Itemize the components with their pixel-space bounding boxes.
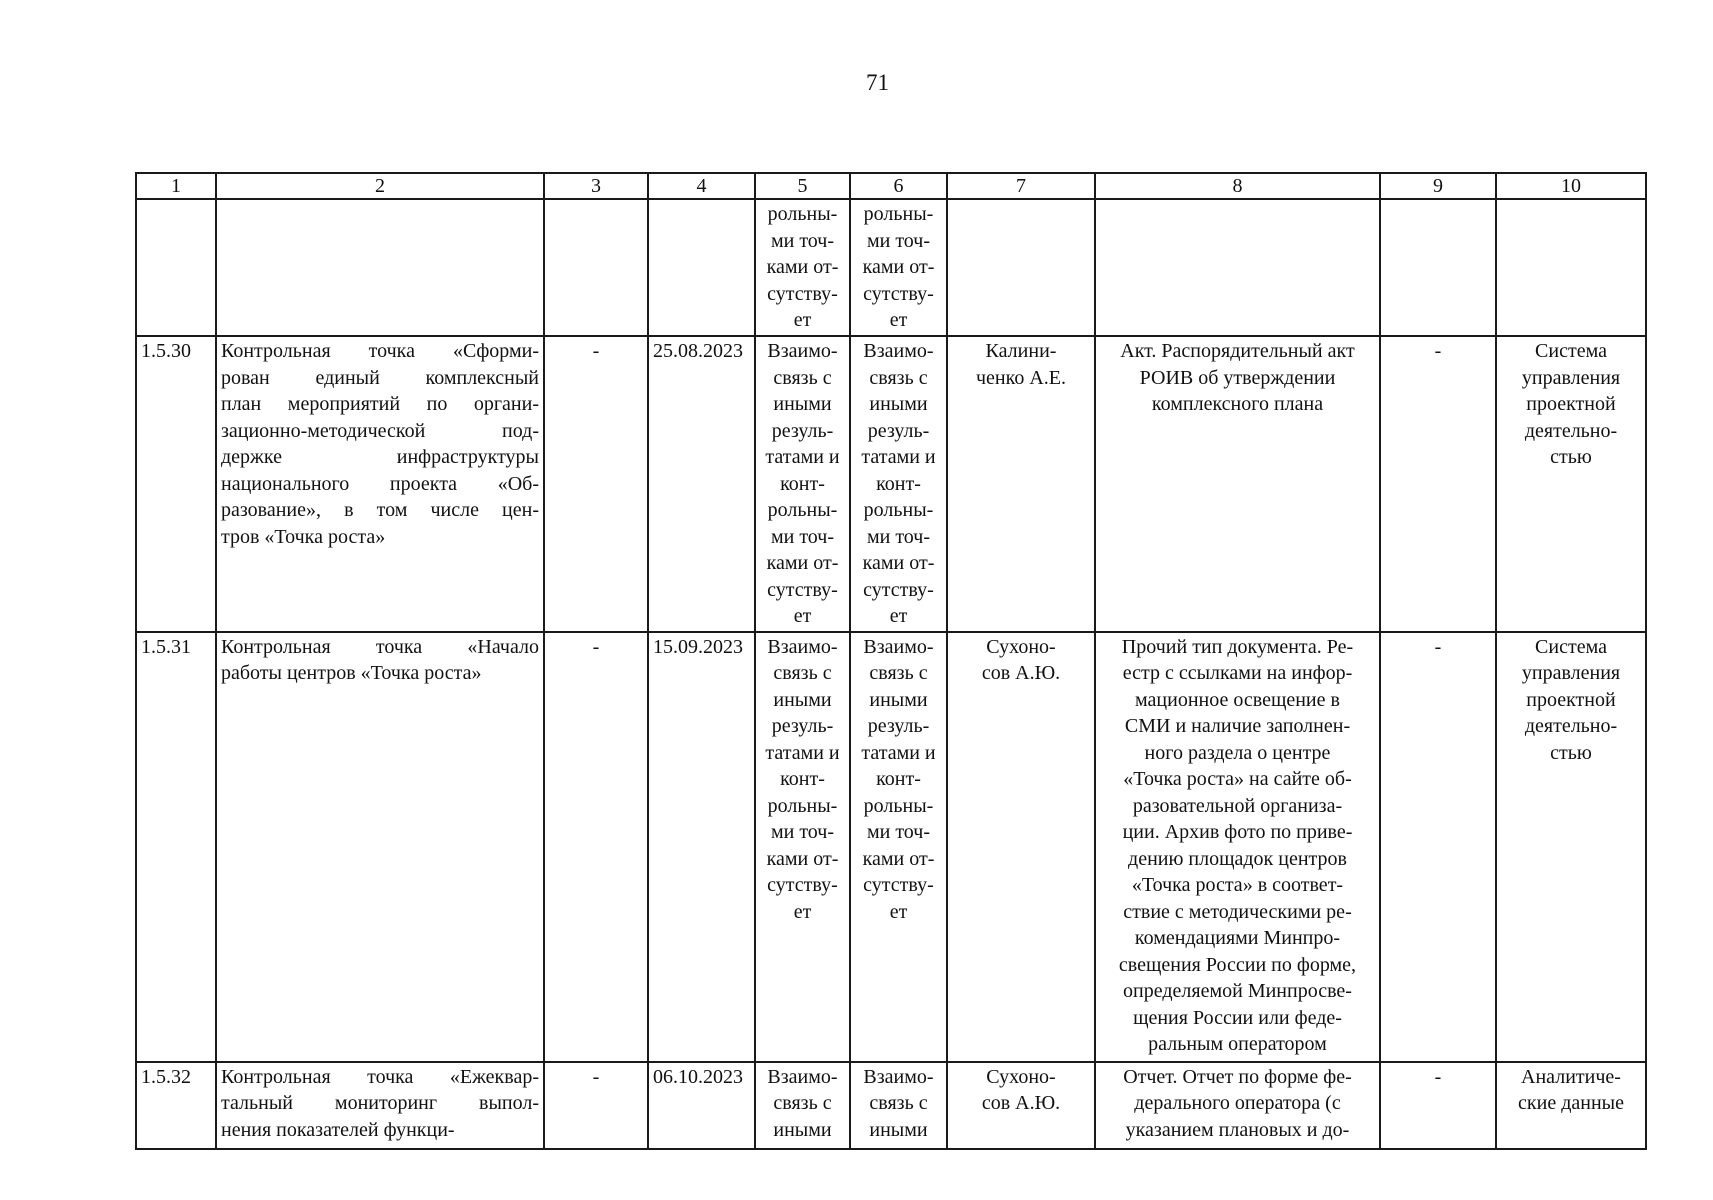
table-row	[136, 199, 1646, 336]
deadline-date	[648, 199, 755, 336]
relation-cell-line: иными	[773, 688, 832, 711]
relation-cell-line: татами и	[765, 446, 840, 468]
header-cell: 1	[136, 173, 216, 199]
task-name-line: рован единый комплексный	[221, 366, 539, 389]
responsible-person-line: сов А.Ю.	[981, 1092, 1061, 1114]
info-system	[1496, 632, 1646, 1062]
relation-cell	[755, 199, 850, 336]
relation-cell-line: Взаимо-	[767, 635, 838, 658]
relation-cell-line: ками от-	[862, 847, 935, 870]
responsible-person	[947, 199, 1095, 336]
task-name-line: зационно-методической под-	[221, 419, 539, 442]
info-system	[1496, 1062, 1646, 1149]
relation-cell-line: ми точ-	[770, 821, 835, 843]
plan-table	[135, 172, 1647, 1150]
relation-cell-line: связь с	[773, 1092, 832, 1114]
relation-cell-line: ками от-	[766, 552, 839, 574]
relation-cell-line: ет	[889, 900, 908, 923]
task-name-line: работы центров «Точка роста»	[221, 662, 482, 684]
relation-cell-line: иными	[869, 393, 928, 415]
document-type-line: естр с ссылками на инфор-	[1122, 662, 1353, 684]
relation-cell-line: сутству-	[863, 578, 934, 601]
col3-value: -	[544, 1062, 648, 1149]
relation-cell-line: рольны-	[863, 203, 934, 225]
document-type-line: Акт. Распорядительный акт	[1120, 340, 1355, 362]
relation-cell-line: конт-	[876, 472, 921, 495]
document-type-line: «Точка роста» на сайте об-	[1123, 768, 1352, 790]
document-type	[1095, 336, 1380, 632]
document-type-line: определяемой Минпросве-	[1123, 980, 1352, 1002]
relation-cell-line: татами и	[861, 741, 936, 764]
info-system-line: Система	[1535, 635, 1607, 658]
relation-cell-line: ками от-	[766, 256, 839, 278]
relation-cell-line: Взаимо-	[863, 635, 934, 658]
task-name	[216, 336, 544, 632]
relation-cell-line: рольны-	[767, 203, 838, 225]
relation-cell-line: Взаимо-	[767, 1065, 838, 1088]
col9-value: -	[1380, 1062, 1496, 1149]
task-name-line: Контрольная точка «Сформи-	[221, 340, 539, 362]
relation-cell-line: связь с	[869, 1092, 928, 1114]
relation-cell-line: Взаимо-	[863, 1065, 934, 1088]
task-name-line: Контрольная точка «Начало	[221, 635, 539, 658]
info-system	[1496, 336, 1646, 632]
task-name-line: Контрольная точка «Ежеквар-	[221, 1065, 539, 1088]
relation-cell-line: связь с	[869, 366, 928, 389]
relation-cell-line: ми точ-	[770, 525, 835, 548]
relation-cell-line: Взаимо-	[863, 340, 934, 362]
relation-cell	[850, 632, 947, 1062]
page-number: 71	[866, 70, 889, 95]
col3-value: -	[544, 336, 648, 632]
row-number: 1.5.31	[136, 632, 216, 1062]
responsible-person-line: Сухоно-	[986, 1065, 1056, 1088]
header-cell: 7	[947, 173, 1095, 199]
document-type	[1095, 1062, 1380, 1149]
relation-cell-line: связь с	[773, 662, 832, 684]
relation-cell-line: ми точ-	[866, 821, 931, 843]
document-type-line: разовательной организа-	[1132, 794, 1343, 817]
relation-cell-line: ет	[793, 309, 812, 331]
header-row	[136, 173, 1646, 199]
responsible-person-line: Калини-	[985, 340, 1057, 362]
relation-cell-line: резуль-	[867, 419, 930, 442]
document-type-line: Отчет. Отчет по форме фе-	[1123, 1065, 1352, 1088]
document-type	[1095, 199, 1380, 336]
task-name	[216, 632, 544, 1062]
relation-cell-line: ками от-	[862, 256, 935, 278]
relation-cell-line: татами и	[861, 446, 936, 468]
col3-value	[544, 199, 648, 336]
relation-cell-line: сутству-	[767, 578, 838, 601]
relation-cell-line: ет	[889, 605, 908, 627]
document-type-line: комендациями Минпро-	[1134, 927, 1341, 949]
header-cell: 3	[544, 173, 648, 199]
relation-cell-line: татами и	[765, 741, 840, 764]
relation-cell-line: ет	[793, 605, 812, 627]
relation-cell-line: рольны-	[863, 794, 934, 817]
relation-cell-line: иными	[773, 393, 832, 415]
relation-cell-line: сутству-	[767, 874, 838, 896]
header-cell: 5	[755, 173, 850, 199]
document-type-line: щения России или феде-	[1133, 1006, 1342, 1029]
table-row	[136, 632, 1646, 1062]
relation-cell-line: ми точ-	[866, 525, 931, 548]
relation-cell-line: резуль-	[771, 419, 834, 442]
relation-cell	[850, 336, 947, 632]
relation-cell-line: связь с	[773, 366, 832, 389]
responsible-person	[947, 1062, 1095, 1149]
relation-cell	[850, 1062, 947, 1149]
row-number	[136, 199, 216, 336]
relation-cell-line: рольны-	[863, 499, 934, 521]
relation-cell-line: сутству-	[863, 282, 934, 305]
document-type-line: ции. Архив фото по приве-	[1122, 821, 1353, 843]
relation-cell-line: иными	[869, 1118, 928, 1141]
deadline-date: 06.10.2023	[648, 1062, 755, 1149]
row-number: 1.5.30	[136, 336, 216, 632]
row-number: 1.5.32	[136, 1062, 216, 1149]
responsible-person	[947, 632, 1095, 1062]
document-type-line: ного раздела о центре	[1144, 741, 1331, 764]
document-type-line: мационное освещение в	[1135, 688, 1340, 711]
relation-cell-line: сутству-	[767, 282, 838, 305]
header-cell: 8	[1095, 173, 1380, 199]
task-name	[216, 199, 544, 336]
document-type-line: Прочий тип документа. Ре-	[1121, 635, 1354, 658]
document-type-line: дению площадок центров	[1128, 847, 1347, 870]
document-type-line: комплексного плана	[1151, 393, 1324, 415]
relation-cell-line: рольны-	[767, 499, 838, 521]
header-cell: 4	[648, 173, 755, 199]
relation-cell-line: ками от-	[862, 552, 935, 574]
relation-cell-line: резуль-	[771, 715, 834, 737]
relation-cell-line: ми точ-	[866, 229, 931, 252]
relation-cell-line: конт-	[780, 472, 825, 495]
relation-cell-line: Взаимо-	[767, 340, 838, 362]
responsible-person-line: ченко А.Е.	[976, 366, 1066, 389]
col3-value: -	[544, 632, 648, 1062]
relation-cell-line: конт-	[780, 768, 825, 790]
document-type-line: ствие с методическими ре-	[1123, 900, 1352, 923]
document-type-line: «Точка роста» в соответ-	[1131, 874, 1344, 896]
relation-cell-line: иными	[773, 1118, 832, 1141]
document-type-line: РОИВ об утверждении	[1139, 366, 1336, 389]
document-type	[1095, 632, 1380, 1062]
header-cell: 6	[850, 173, 947, 199]
relation-cell-line: иными	[869, 688, 928, 711]
header-cell: 10	[1496, 173, 1646, 199]
info-system-line: Система	[1535, 340, 1607, 362]
document-type-line: ральным оператором	[1148, 1033, 1327, 1055]
info-system-line: стью	[1550, 741, 1592, 764]
relation-cell-line: конт-	[876, 768, 921, 790]
responsible-person-line: сов А.Ю.	[981, 662, 1061, 684]
task-name-line: тров «Точка роста»	[221, 525, 386, 548]
task-name-line: тальный мониторинг выпол-	[221, 1092, 539, 1114]
relation-cell-line: рольны-	[767, 794, 838, 817]
col9-value	[1380, 199, 1496, 336]
relation-cell-line: ми точ-	[770, 229, 835, 252]
task-name-line: нения показателей функци-	[221, 1118, 455, 1141]
responsible-person-line: Сухоно-	[986, 635, 1056, 658]
relation-cell-line: ками от-	[766, 847, 839, 870]
task-name-line: национального проекта «Об-	[221, 472, 539, 495]
relation-cell-line: резуль-	[867, 715, 930, 737]
document-type-line: свещения России по форме,	[1118, 953, 1357, 976]
col9-value: -	[1380, 336, 1496, 632]
table-row	[136, 1062, 1646, 1149]
info-system-line: управления	[1521, 366, 1621, 389]
relation-cell	[755, 632, 850, 1062]
task-name-line: разование», в том числе цен-	[221, 499, 539, 521]
info-system-line: ские данные	[1518, 1092, 1624, 1114]
header-cell: 9	[1380, 173, 1496, 199]
info-system-line: проектной	[1526, 393, 1616, 415]
deadline-date: 15.09.2023	[648, 632, 755, 1062]
info-system-line: проектной	[1526, 688, 1616, 711]
info-system-line: деятельно-	[1524, 715, 1618, 737]
col9-value: -	[1380, 632, 1496, 1062]
document-type-line: указанием плановых и до-	[1125, 1118, 1350, 1141]
task-name-line: держке инфраструктуры	[221, 446, 539, 468]
info-system-line: управления	[1521, 662, 1621, 684]
responsible-person	[947, 336, 1095, 632]
info-system-line: Аналитиче-	[1521, 1065, 1621, 1088]
relation-cell-line: ет	[793, 900, 812, 923]
relation-cell	[755, 336, 850, 632]
relation-cell	[755, 1062, 850, 1149]
relation-cell	[850, 199, 947, 336]
info-system-line: стью	[1550, 446, 1592, 468]
deadline-date: 25.08.2023	[648, 336, 755, 632]
relation-cell-line: сутству-	[863, 874, 934, 896]
table-row	[136, 336, 1646, 632]
relation-cell-line: связь с	[869, 662, 928, 684]
info-system-line: деятельно-	[1524, 419, 1618, 442]
header-cell: 2	[216, 173, 544, 199]
task-name	[216, 1062, 544, 1149]
document-type-line: дерального оператора (с	[1134, 1092, 1341, 1114]
relation-cell-line: ет	[889, 309, 908, 331]
task-name-line: план мероприятий по органи-	[221, 393, 539, 415]
info-system	[1496, 199, 1646, 336]
document-type-line: СМИ и наличие заполнен-	[1124, 715, 1351, 737]
